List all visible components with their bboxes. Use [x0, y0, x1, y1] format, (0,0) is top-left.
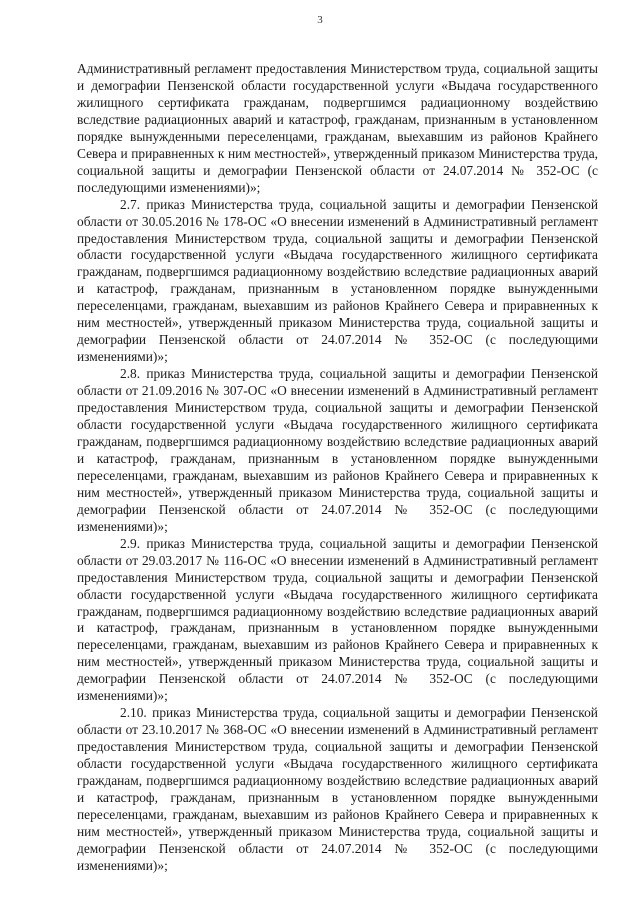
item-text: приказ Министерства труда, социальной защиты и демографии Пензенской области от 23.10.2017 № 368-ОС «О внесении изменений в Административный регламент предоставления Министерством труда, социальной защиты и демографии Пензенской области государственной услуги «Выдача государственного жилищного сертификата гражданам, подвергшимся радиационному воздействию вследствие радиационных аварий и катастроф, гражданам, признанным в установленном порядке вынужденными переселенцами, гражданам, выехавшим из районов Крайнего Севера и приравненных к ним местностей», утвержденный приказом Министерства труда, социальной защиты и демографии Пензенской области от 24.07.2014 № 352-ОС (с последующими изменениями)»;	[77, 705, 598, 873]
continuation-paragraph: Административный регламент предоставления Министерством труда, социальной защиты и демографии Пензенской области государственной услуги «Выдача государственного жилищного сертификата гражданам, подвергшимся радиационному воздействию вследствие радиационных аварий и катастроф, гражданам, признанным в установленном порядке вынужденными переселенцами, гражданам, выехавшим из районов Крайнего Севера и приравненных к ним местностей», утвержденный приказом Министерства труда, социальной защиты и демографии Пензенской области от 24.07.2014 № 352-ОС (с последующими изменениями)»;	[77, 61, 598, 195]
item-text: приказ Министерства труда, социальной защиты и демографии Пензенской области от 29.03.2017 № 116-ОС «О внесении изменений в Административный регламент предоставления Министерством труда, социальной защиты и демографии Пензенской области государственной услуги «Выдача государственного жилищного сертификата гражданам, подвергшимся радиационному воздействию вследствие радиационных аварий и катастроф, гражданам, признанным в установленном порядке вынужденными переселенцами, гражданам, выехавшим из районов Крайнего Севера и приравненных к ним местностей», утвержденный приказом Министерства труда, социальной защиты и демографии Пензенской области от 24.07.2014 № 352-ОС (с последующими изменениями)»;	[77, 535, 598, 704]
page-number: 3	[317, 14, 323, 26]
item-number: 2.7.	[120, 196, 141, 212]
item-text: приказ Министерства труда, социальной защиты и демографии Пензенской области от 21.09.2016 № 307-ОС «О внесении изменений в Административный регламент предоставления Министерством труда, социальной защиты и демографии Пензенской области государственной услуги «Выдача государственного жилищного сертификата гражданам, подвергшимся радиационному воздействию вследствие радиационных аварий и катастроф, гражданам, признанным в установленном порядке вынужденными переселенцами, гражданам, выехавшим из районов Крайнего Севера и приравненных к ним местностей», утвержденный приказом Министерства труда, социальной защиты и демографии Пензенской области от 24.07.2014 № 352-ОС (с последующими изменениями)»;	[77, 366, 598, 534]
list-item-2-8	[77, 366, 598, 536]
list-item-2-9	[77, 536, 598, 706]
item-text: приказ Министерства труда, социальной защиты и демографии Пензенской области от 30.05.2016 № 178-ОС «О внесении изменений в Административный регламент предоставления Министерством труда, социальной защиты и демографии Пензенской области государственной услуги «Выдача государственного жилищного сертификата гражданам, подвергшимся радиационному воздействию вследствие радиационных аварий и катастроф, гражданам, признанным в установленном порядке вынужденными переселенцами, гражданам, выехавшим из районов Крайнего Севера и приравненных к ним местностей», утвержденный приказом Министерства труда, социальной защиты и демографии Пензенской области от 24.07.2014 № 352-ОС (с последующими изменениями)»;	[77, 196, 598, 365]
list-item-2-7	[77, 197, 598, 367]
item-number: 2.10.	[120, 705, 147, 721]
item-number: 2.8.	[120, 366, 141, 382]
document-body	[77, 61, 598, 875]
item-number: 2.9.	[120, 535, 141, 551]
list-item-2-10	[77, 705, 598, 875]
